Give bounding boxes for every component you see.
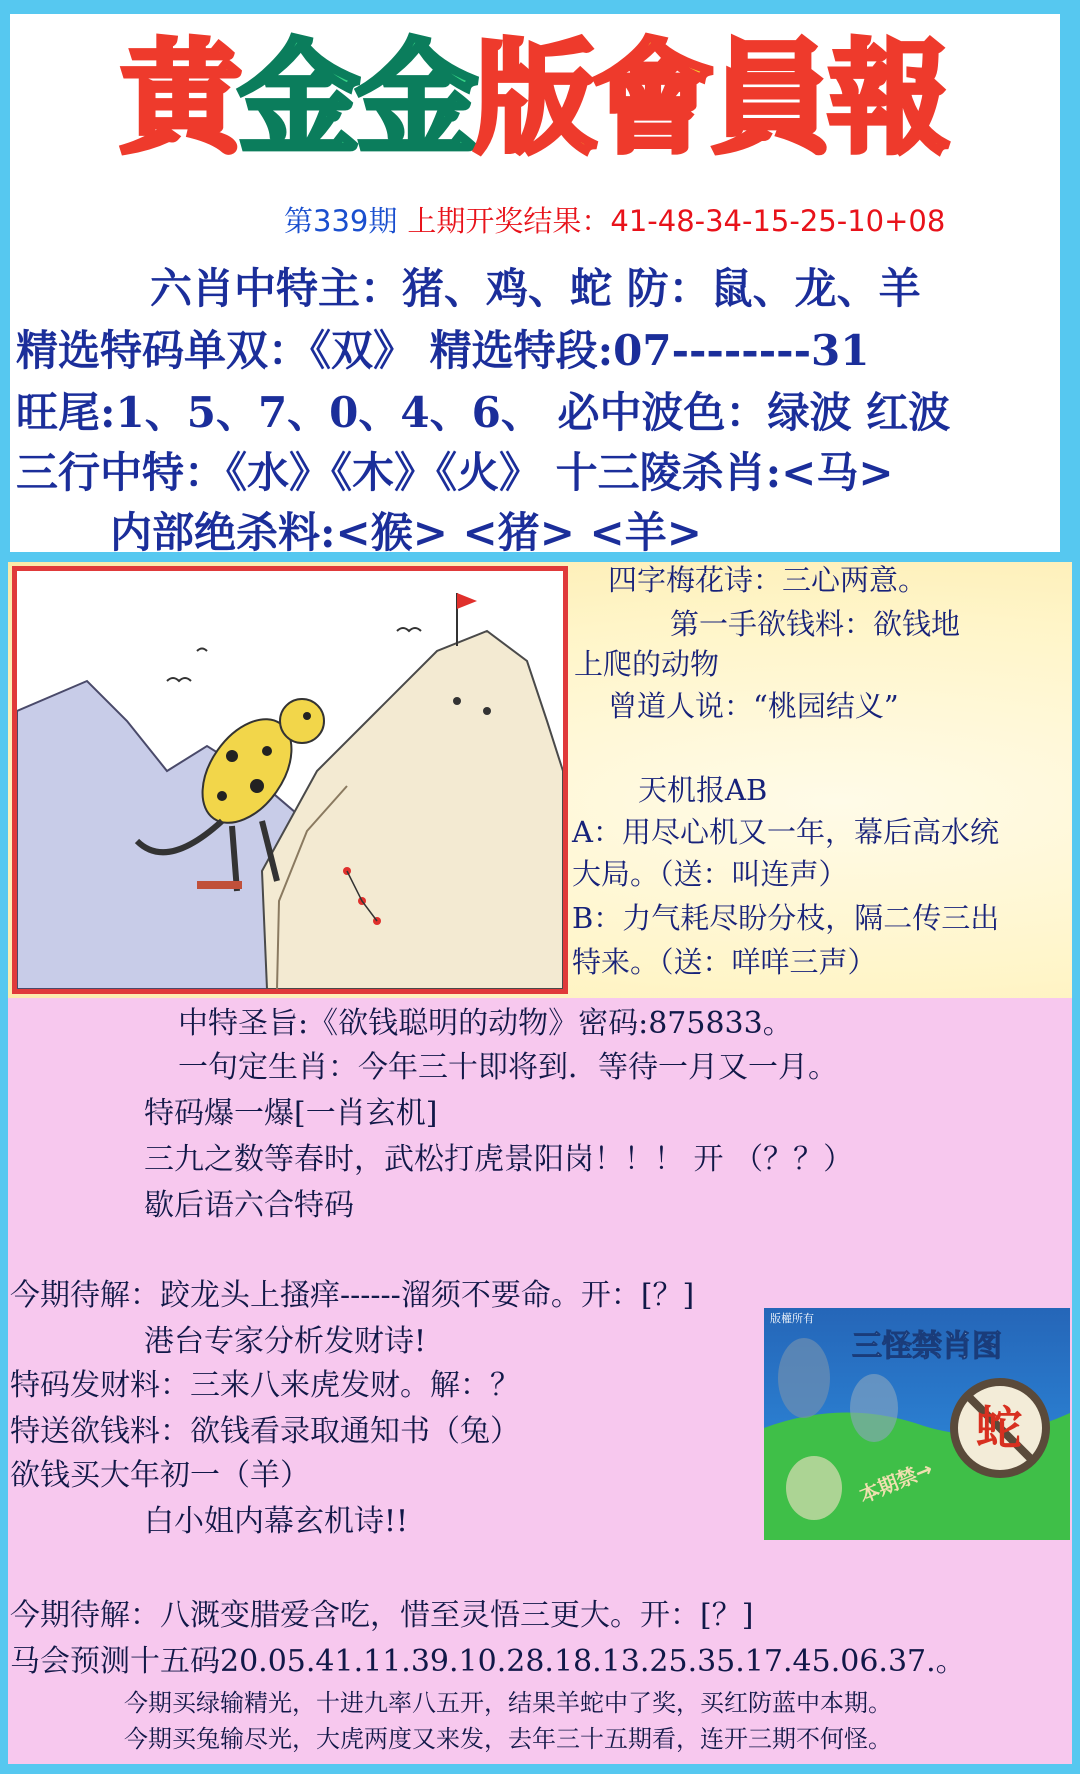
tianji-a-line: A：用尽心机又一年，幕后高水统 [572, 815, 999, 849]
poem-panel [574, 562, 1072, 998]
masthead-char: 版 [474, 28, 596, 170]
decree-line: 中特圣旨:《欲钱聪明的动物》密码:875833。 [178, 1006, 793, 1041]
kill-line: 内部绝杀料:<猴> <猪> <羊> [110, 508, 702, 557]
tianji-b-line: B：力气耗尽盼分枝，隔二传三出 [572, 901, 1000, 935]
forbidden-zodiac-ad [764, 1308, 1070, 1540]
zodiac-sentence-line: 一句定生肖：今年三十即将到．等待一月又一月。 [178, 1050, 838, 1085]
expert-poem-title: 港台专家分析发财诗! [144, 1324, 427, 1359]
explode-line: 特码爆一爆[一肖玄机] [144, 1096, 438, 1131]
riddle-line: 三九之数等春时，武松打虎景阳岗！！！ 开 （？？） [144, 1142, 854, 1177]
masthead-char: 會 [592, 28, 714, 170]
masthead-char: 員 [710, 28, 832, 170]
taoist-says-line: 曾道人说：“桃园结义” [608, 689, 899, 723]
new-year-line: 欲钱买大年初一（羊） [10, 1458, 310, 1493]
miss-bai-title: 白小姐内幕玄机诗!! [144, 1504, 409, 1539]
comic-frame [12, 566, 568, 994]
dog-head [280, 699, 324, 743]
masthead-char: 黄 [120, 28, 242, 170]
pink-section [8, 998, 1072, 1764]
last-draw-value: 41-48-34-15-25-10+08 [610, 204, 946, 238]
tianji-a-cont: 大局。（送：叫连声） [572, 857, 848, 891]
elements-line: 三行中特：《水》《木》《火》 十三陵杀肖:<马> [16, 448, 894, 497]
middle-section [8, 562, 1072, 998]
ad-zodiac-char: 蛇 [976, 1401, 1022, 1455]
last-draw-label: 上期开奖结果： [407, 204, 611, 238]
comic-illustration [17, 571, 563, 989]
hammer-icon [197, 881, 242, 889]
masthead-char: 金 [356, 28, 478, 170]
tails-line: 旺尾:1、5、7、0、4、6、 必中波色：绿波 红波 [16, 388, 951, 437]
plum-poem-line: 四字梅花诗：三心两意。 [608, 563, 928, 597]
ad-title: 三怪禁肖图 [852, 1329, 1002, 1364]
xiehouyu-line: 歇后语六合特码 [144, 1188, 354, 1223]
tianji-b-cont: 特来。（送：咩咩三声） [572, 945, 877, 979]
first-hand-line: 第一手欲钱料：欲钱地 [670, 607, 961, 641]
header-panel [10, 14, 1060, 557]
pending-line-2: 今期待解：八溉变腊爱含吃，惜至灵悟三更大。开：[？] [10, 1598, 754, 1633]
fifteen-codes-line: 马会预测十五码20.05.41.11.39.10.28.18.13.25.35.17.45.06.37.。 [10, 1644, 966, 1679]
masthead-char: 金 [238, 28, 360, 170]
ad-corner: 版權所有 [770, 1312, 814, 1325]
masthead-char: 報 [828, 28, 950, 170]
first-hand-line-cont: 上爬的动物 [574, 647, 720, 681]
masthead-title [10, 24, 1060, 174]
zodiac-line: 六肖中特主：猪、鸡、蛇 防：鼠、龙、羊 [150, 264, 921, 313]
issue-line [284, 199, 945, 240]
special-line: 特送欲钱料：欲钱看录取通知书（兔） [10, 1414, 520, 1449]
fortune-line: 特码发财料：三来八来虎发财。解：？ [10, 1368, 520, 1403]
issue-number: 第339期 [284, 204, 398, 238]
verse-line-1: 今期买绿输精光，十进九率八五开，结果羊蛇中了奖，买红防蓝中本期。 [124, 1689, 892, 1717]
parity-line: 精选特码单双：《双》 精选特段:07--------31 [16, 326, 870, 375]
tianji-title: 天机报AB [638, 773, 768, 807]
ad-banner: 本期禁→ [855, 1456, 936, 1508]
verse-line-2: 今期买兔输尽光，大虎两度又来发，去年三十五期看，连开三期不何怪。 [124, 1725, 892, 1753]
pending-line-1: 今期待解：跤龙头上搔痒------溜须不要命。开：[？] [10, 1278, 695, 1313]
